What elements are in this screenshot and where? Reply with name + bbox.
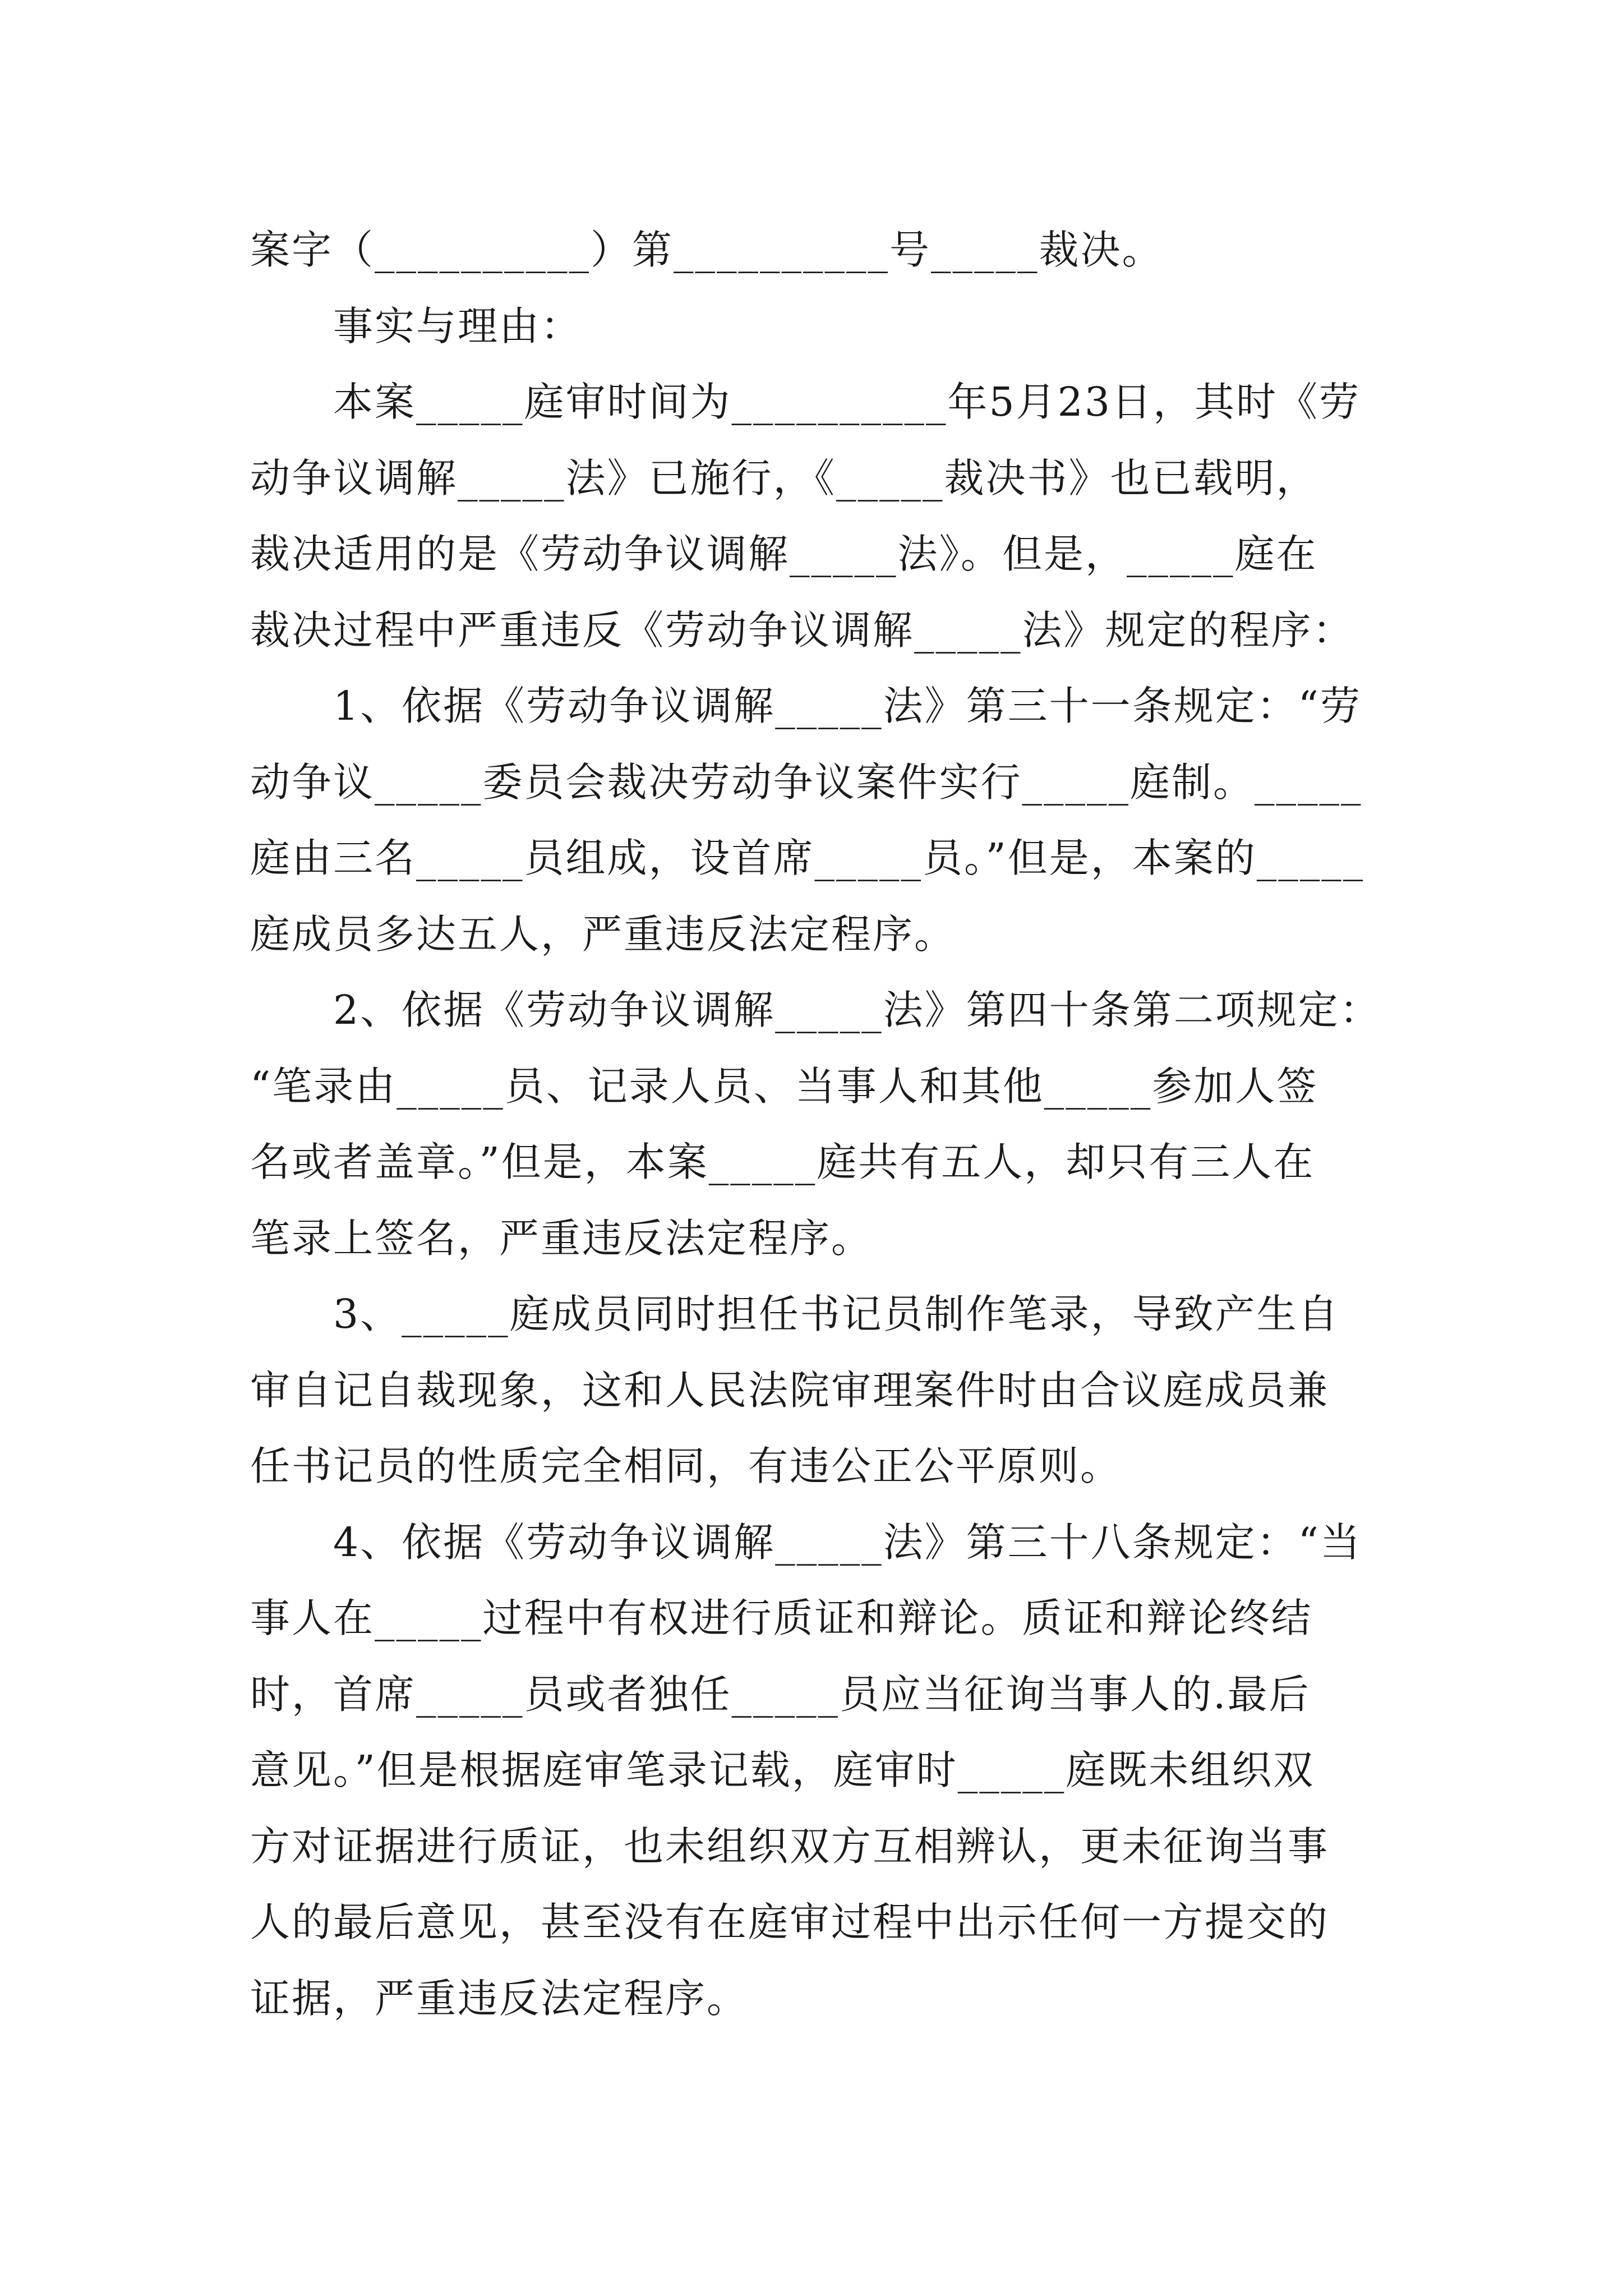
text-line: 案字（__________）第__________号_____裁决。	[250, 227, 1164, 273]
text-line: 庭由三名_____员组成，设首席_____员。”但是，本案的_____	[250, 835, 1365, 881]
text-line: 2、依据《劳动争议调解_____法》第四十条第二项规定：	[333, 987, 1381, 1033]
document-body	[250, 212, 1381, 2036]
text-line: “笔录由_____员、记录人员、当事人和其他_____参加人签	[250, 1062, 1318, 1110]
text-line: 方对证据进行质证，也未组织双方互相辨认，更未征询当事	[250, 1823, 1330, 1870]
text-line: 动争议_____委员会裁决劳动争议案件实行_____庭制。_____	[250, 758, 1363, 806]
text-line: 动争议调解_____法》已施行，《_____裁决书》也已载明，	[250, 454, 1318, 501]
text-line: 事人在_____过程中有权进行质证和辩论。质证和辩论终结	[250, 1595, 1313, 1641]
text-line: 裁决适用的是《劳动争议调解_____法》。但是，_____庭在	[250, 531, 1318, 577]
text-line: 庭成员多达五人，严重违反法定程序。	[250, 910, 956, 958]
text-line: 4、依据《劳动争议调解_____法》第三十八条规定：“当	[333, 1519, 1362, 1566]
text-line: 时，首席_____员或者独任_____员应当征询当事人的.最后	[250, 1671, 1311, 1718]
text-line: 名或者盖章。”但是，本案_____庭共有五人，却只有三人在	[250, 1139, 1315, 1185]
text-line: 本案_____庭审时间为__________年5月23日，其时《劳	[333, 379, 1361, 425]
text-line: 笔录上签名，严重违反法定程序。	[250, 1214, 873, 1262]
text-line: 任书记员的性质完全相同，有违公正公平原则。	[250, 1443, 1122, 1489]
text-line: 证据，严重违反法定程序。	[250, 1975, 749, 2022]
text-line: 审自记自裁现象，这和人民法院审理案件时由合议庭成员兼	[250, 1366, 1330, 1414]
text-line: 裁决过程中严重违反《劳动争议调解_____法》规定的程序：	[250, 606, 1354, 654]
text-line: 意见。”但是根据庭审笔录记载，庭审时_____庭既未组织双	[250, 1747, 1315, 1793]
text-line: 人的最后意见，甚至没有在庭审过程中出示任何一方提交的	[250, 1899, 1330, 1945]
text-line: 1、依据《劳动争议调解_____法》第三十一条规定：“劳	[333, 683, 1362, 729]
section-heading: 事实与理由：	[333, 302, 583, 349]
text-line: 3、_____庭成员同时担任书记员制作笔录，导致产生自	[333, 1291, 1340, 1337]
